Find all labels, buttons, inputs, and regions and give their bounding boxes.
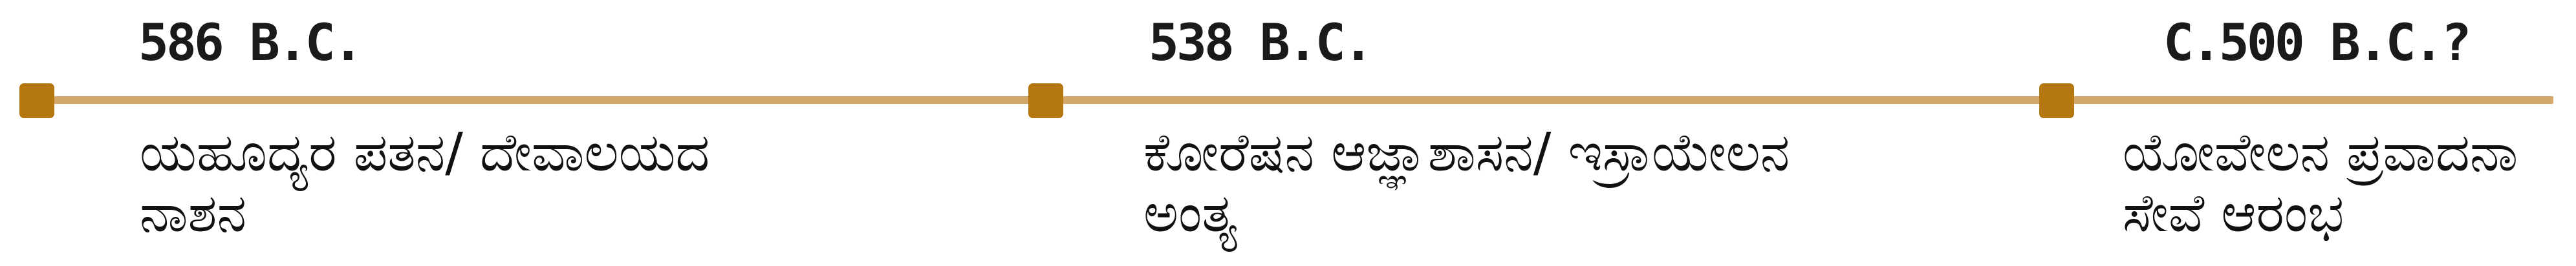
event-description-2-line-2: ಅಂತ್ಯ: [1143, 183, 1238, 245]
event-description-3-line-1: ಯೋವೇಲನ ಪ್ರವಾದನಾ: [2123, 122, 2518, 183]
timeline-axis-line: [25, 96, 2553, 104]
event-description-1: [140, 123, 709, 245]
event-description-1-line-2: ನಾಶನ: [140, 183, 247, 245]
timeline-marker-2: [1028, 83, 1063, 118]
event-description-2: [1143, 123, 1790, 245]
event-date-2: 538 B.C.: [1149, 14, 1371, 72]
event-description-1-line-1: ಯಹೂದ್ಯರ ಪತನ/ ದೇವಾಲಯದ: [140, 122, 710, 183]
event-date-3: C.500 B.C.?: [2163, 14, 2469, 72]
event-description-3: [2123, 123, 2518, 245]
timeline-marker-3: [2039, 83, 2074, 118]
timeline-marker-1: [19, 83, 54, 118]
event-date-1: 586 B.C.: [138, 14, 361, 72]
event-description-3-line-2: ಸೇವೆ ಆರಂಭ: [2123, 183, 2344, 245]
event-description-2-line-1: ಕೋರೆಷನ ಆಜ್ಞಾಶಾಸನ/ ಇಸ್ರಾಯೇಲನ: [1143, 122, 1790, 183]
